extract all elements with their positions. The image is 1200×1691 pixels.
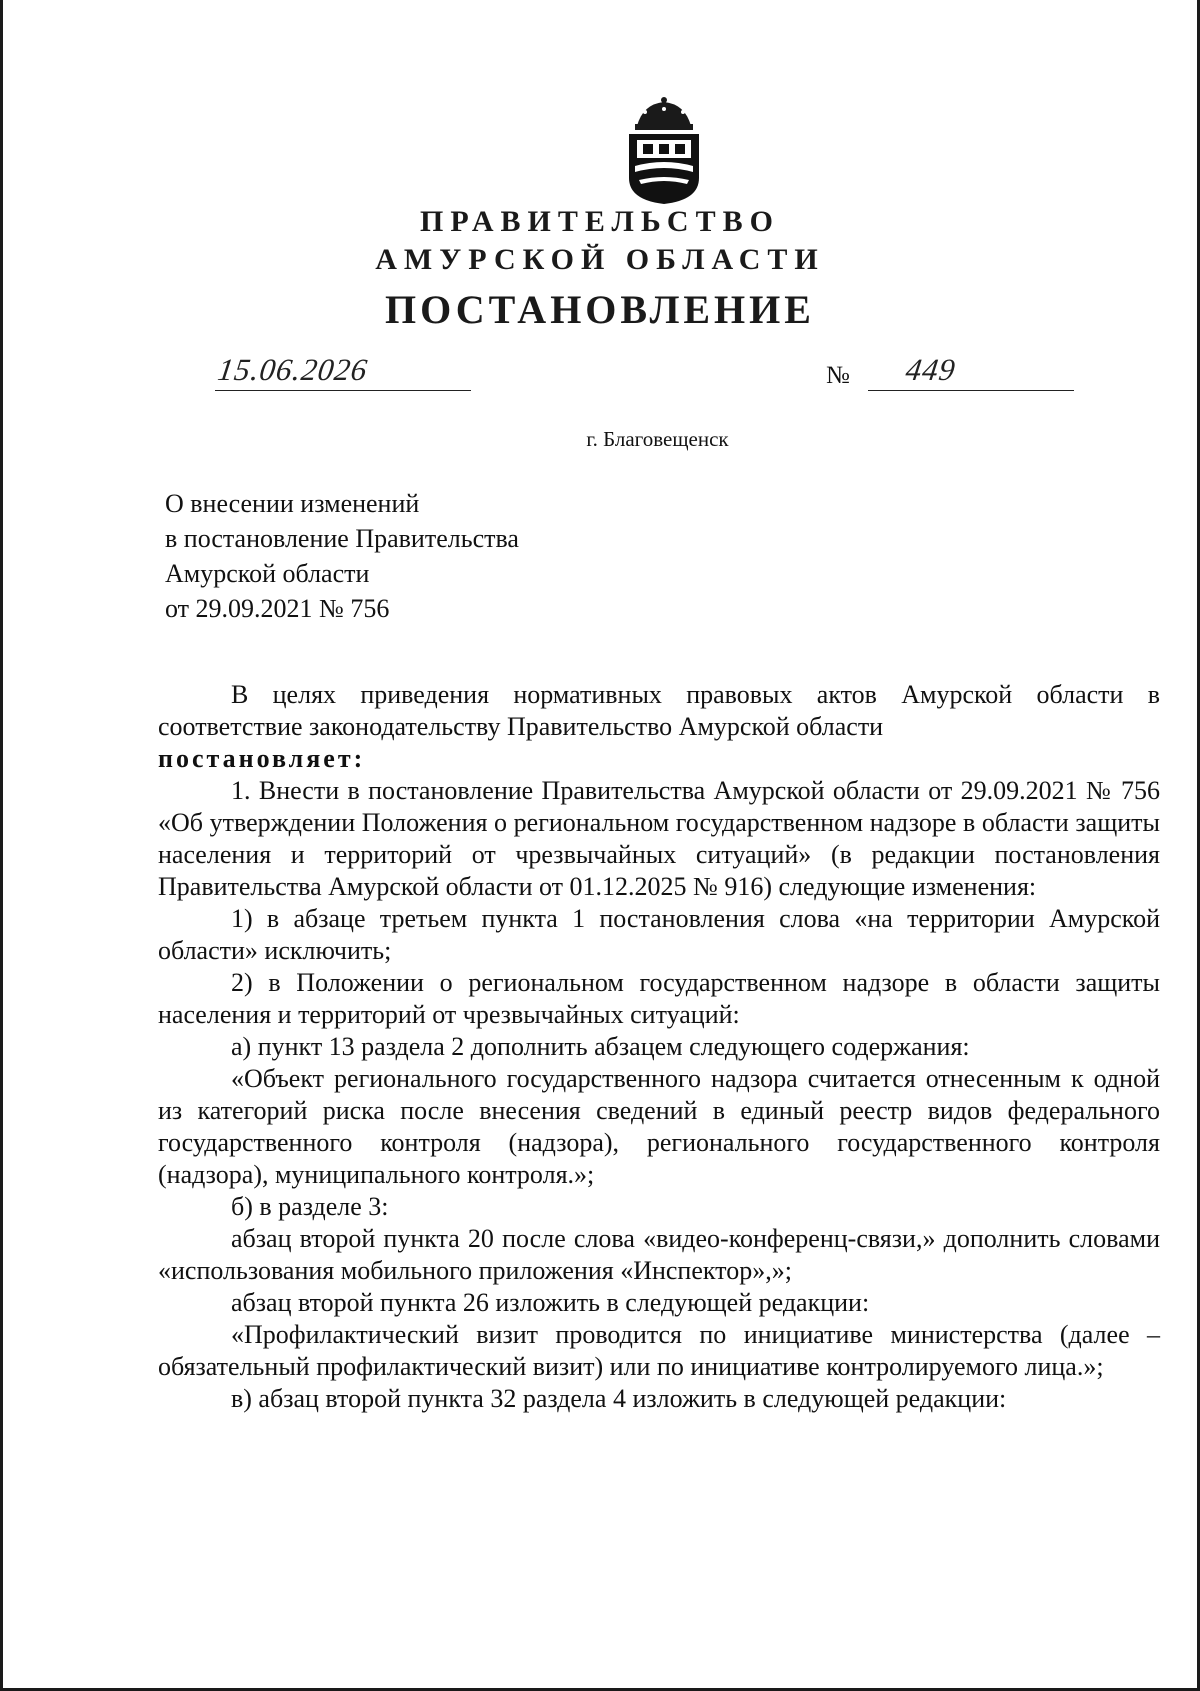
body-paragraph: «Профилактический визит проводится по инициативе министерства (далее – обязательный профилактический визит) или по инициативе контролируемого лица.»; [158, 1320, 1160, 1381]
preamble-paragraph: В целях приведения нормативных правовых актов Амурской области в соответствие законодательству Правительство Амурской области [158, 680, 1160, 741]
subject-line: от 29.09.2021 № 756 [165, 594, 390, 623]
body-paragraph: «Объект регионального государственного надзора считается отнесенным к одной из категорий риска после внесения сведений в единый реестр видов федерального государственного контроля (надзора), регионального государственного контроля (надзора), муниципального контроля.»; [158, 1064, 1160, 1189]
amur-region-coat-of-arms-icon [623, 96, 705, 206]
document-type-title: ПОСТАНОВЛЕНИЕ [385, 287, 815, 332]
number-sign: № [826, 362, 850, 389]
body-paragraph: а) пункт 13 раздела 2 дополнить абзацем следующего содержания: [231, 1032, 970, 1061]
body-paragraph: 2) в Положении о региональном государственном надзоре в области защиты населения и территорий от чрезвычайных ситуаций: [158, 968, 1160, 1029]
body-paragraph: абзац второй пункта 20 после слова «видео-конференц-связи,» дополнить словами «использования мобильного приложения «Инспектор»,»; [158, 1224, 1160, 1285]
handwritten-number: 449 [903, 352, 959, 387]
document-subject [165, 486, 519, 626]
body-paragraph: б) в разделе 3: [231, 1192, 389, 1221]
subject-line: О внесении изменений [165, 489, 420, 518]
city-name: г. Благовещенск [586, 427, 729, 451]
number-underline [868, 390, 1074, 391]
document-body [158, 679, 1160, 1415]
subject-line: Амурской области [165, 559, 370, 588]
resolves-label: постановляет: [158, 744, 366, 773]
body-paragraph: абзац второй пункта 26 изложить в следующей редакции: [231, 1288, 870, 1317]
resolves-word [158, 743, 1160, 775]
subject-line: в постановление Правительства [165, 524, 519, 553]
org-name-line2: АМУРСКОЙ ОБЛАСТИ [375, 243, 825, 276]
handwritten-date: 15.06.2026 [215, 352, 371, 387]
body-paragraph: в) абзац второй пункта 32 раздела 4 изложить в следующей редакции: [231, 1384, 1007, 1413]
body-paragraph: 1. Внести в постановление Правительства Амурской области от 29.09.2021 № 756 «Об утверждении Положения о региональном государственном надзоре в области защиты населения и территорий от чрезвычайных ситуаций» (в редакции постановления Правительства Амурской области от 01.12.2025 № 916) следующие изменения: [158, 776, 1160, 901]
org-name-line1: ПРАВИТЕЛЬСТВО [420, 205, 780, 238]
body-paragraph: 1) в абзаце третьем пункта 1 постановления слова «на территории Амурской области» исключить; [158, 904, 1160, 965]
date-underline [215, 390, 471, 391]
